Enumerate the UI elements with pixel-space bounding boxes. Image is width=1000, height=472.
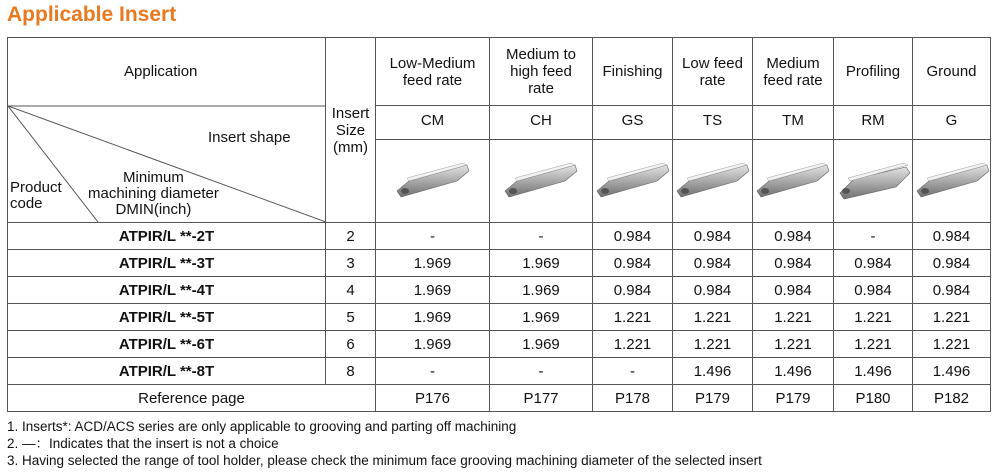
insert-shape-code: GS — [593, 106, 673, 140]
min-diameter-value: 1.969 — [490, 331, 593, 358]
min-diameter-value: 1.221 — [834, 331, 913, 358]
min-diameter-value: 1.496 — [673, 358, 753, 385]
min-diameter-value: 1.221 — [593, 304, 673, 331]
min-diameter-value: 1.969 — [490, 304, 593, 331]
application-name-line: feed rate — [763, 71, 823, 89]
min-diameter-value: 0.984 — [753, 250, 834, 277]
application-name-line: high feed — [510, 63, 572, 81]
min-diameter-value: 1.969 — [490, 277, 593, 304]
reference-page: P178 — [593, 385, 673, 412]
min-diameter-value: 1.969 — [490, 250, 593, 277]
insert-size: 5 — [326, 304, 376, 331]
table-row — [8, 331, 991, 358]
insert-shape-code: RM — [834, 106, 913, 140]
min-diameter-value: 0.984 — [673, 250, 753, 277]
min-diameter-value: 0.984 — [913, 277, 991, 304]
application-header — [753, 38, 834, 106]
application-header — [834, 38, 913, 106]
application-name-line: Profiling — [845, 63, 901, 81]
min-diameter-value: 1.221 — [753, 331, 834, 358]
rm-insert-icon — [834, 151, 912, 211]
application-name-line: Finishing — [602, 63, 663, 81]
insert-size: 2 — [326, 223, 376, 250]
reference-page: P176 — [376, 385, 490, 412]
min-diameter-value: 1.221 — [593, 331, 673, 358]
reference-label: Reference page — [8, 385, 376, 412]
insert-size: 8 — [326, 358, 376, 385]
application-name-line: Low-Medium — [389, 54, 476, 72]
application-name-line: Medium — [766, 54, 820, 72]
insert-size: 3 — [326, 250, 376, 277]
min-diameter-value: - — [376, 223, 490, 250]
header-diagonal-cell — [8, 38, 326, 223]
product-code: ATPIR/L **-4T — [8, 277, 326, 304]
application-name-line: Medium to — [505, 46, 577, 64]
min-diameter-value: 0.984 — [593, 250, 673, 277]
insert-size-header: Insert Size (mm) — [326, 38, 376, 223]
min-diameter-value: 1.496 — [753, 358, 834, 385]
product-code: ATPIR/L **-5T — [8, 304, 326, 331]
insert-image-cell — [490, 140, 593, 223]
min-diameter-value: 0.984 — [913, 223, 991, 250]
table-row — [8, 277, 991, 304]
min-diameter-value: - — [490, 358, 593, 385]
table-row — [8, 304, 991, 331]
table-row — [8, 250, 991, 277]
reference-page: P179 — [673, 385, 753, 412]
min-diameter-value: 1.969 — [376, 331, 490, 358]
min-diameter-value: 1.969 — [376, 277, 490, 304]
min-diameter-value: - — [593, 358, 673, 385]
insert-shape-code: CM — [376, 106, 490, 140]
min-diameter-value: 0.984 — [593, 277, 673, 304]
table-row — [8, 223, 991, 250]
insert-shape-code: TS — [673, 106, 753, 140]
insert-image-cell — [376, 140, 490, 223]
reference-page: P177 — [490, 385, 593, 412]
table-row — [8, 358, 991, 385]
min-diameter-value: - — [834, 223, 913, 250]
min-diameter-value: 1.221 — [913, 304, 991, 331]
cm-insert-icon — [376, 151, 489, 211]
min-diameter-value: 1.969 — [376, 304, 490, 331]
application-name-line: rate — [528, 80, 554, 98]
ch-insert-icon — [490, 151, 592, 211]
min-diameter-value: - — [376, 358, 490, 385]
note-3: 3. Having selected the range of tool holder, please check the minimum face grooving machining diameter of the selected insert — [7, 453, 762, 468]
page-title: Applicable Insert — [7, 3, 177, 26]
product-code: ATPIR/L **-2T — [8, 223, 326, 250]
min-diameter-value: 1.969 — [376, 250, 490, 277]
application-header — [673, 38, 753, 106]
min-diameter-value: 0.984 — [673, 277, 753, 304]
insert-image-cell — [834, 140, 913, 223]
application-header — [593, 38, 673, 106]
min-diameter-value: 1.221 — [913, 331, 991, 358]
min-diameter-value: 1.221 — [753, 304, 834, 331]
insert-shape-label: Insert shape — [208, 129, 291, 146]
minimum-diameter-label: Minimum machining diameter DMIN(inch) — [88, 169, 219, 218]
min-diameter-value: 1.221 — [834, 304, 913, 331]
min-diameter-value: 0.984 — [834, 277, 913, 304]
min-diameter-value: 0.984 — [834, 250, 913, 277]
insert-image-cell — [593, 140, 673, 223]
min-diameter-value: 0.984 — [673, 223, 753, 250]
insert-shape-code: TM — [753, 106, 834, 140]
note-1: 1. Inserts*: ACD/ACS series are only applicable to grooving and parting off machining — [7, 419, 517, 434]
insert-shape-code: CH — [490, 106, 593, 140]
g-insert-icon — [913, 151, 990, 211]
min-diameter-value: 0.984 — [753, 223, 834, 250]
insert-image-cell — [673, 140, 753, 223]
insert-shape-code: G — [913, 106, 991, 140]
gs-insert-icon — [593, 151, 672, 211]
footnotes — [7, 418, 762, 469]
application-label: Application — [124, 63, 198, 80]
product-code-label: Product code — [10, 179, 62, 212]
min-diameter-value: 1.221 — [673, 331, 753, 358]
min-diameter-value: - — [490, 223, 593, 250]
application-name-line: feed rate — [402, 71, 463, 89]
insert-image-cell — [753, 140, 834, 223]
application-header — [913, 38, 991, 106]
applicable-insert-table — [7, 37, 991, 412]
tm-insert-icon — [753, 151, 833, 211]
product-code: ATPIR/L **-8T — [8, 358, 326, 385]
min-diameter-value: 1.496 — [913, 358, 991, 385]
min-diameter-value: 0.984 — [913, 250, 991, 277]
note-2: 2. —：Indicates that the insert is not a choice — [7, 436, 279, 451]
insert-size: 6 — [326, 331, 376, 358]
product-code: ATPIR/L **-3T — [8, 250, 326, 277]
product-code: ATPIR/L **-6T — [8, 331, 326, 358]
reference-row — [8, 385, 991, 412]
min-diameter-value: 0.984 — [593, 223, 673, 250]
application-name-line: rate — [699, 71, 726, 89]
insert-image-cell — [913, 140, 991, 223]
reference-page: P182 — [913, 385, 991, 412]
application-name-line: Ground — [926, 63, 977, 81]
insert-size: 4 — [326, 277, 376, 304]
ts-insert-icon — [673, 151, 752, 211]
min-diameter-value: 1.496 — [834, 358, 913, 385]
reference-page: P180 — [834, 385, 913, 412]
reference-page: P179 — [753, 385, 834, 412]
application-header — [376, 38, 490, 106]
application-header — [490, 38, 593, 106]
application-name-line: Low feed — [682, 54, 743, 72]
min-diameter-value: 0.984 — [753, 277, 834, 304]
min-diameter-value: 1.221 — [673, 304, 753, 331]
